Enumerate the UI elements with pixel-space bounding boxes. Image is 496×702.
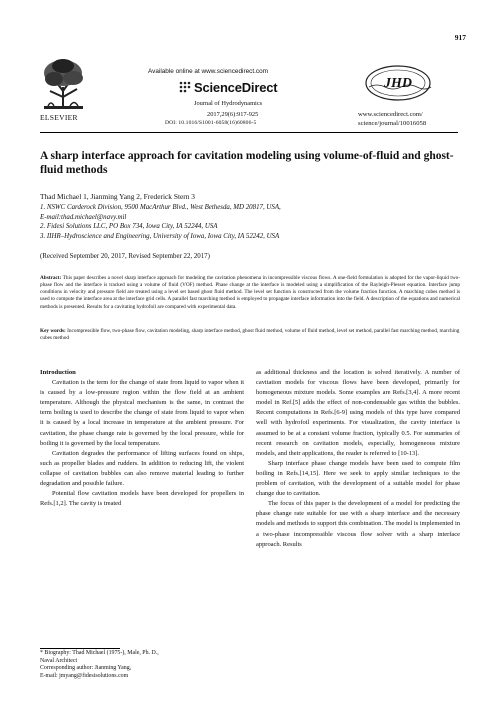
affiliation-2: 2. Fidesi Solutions LLC, PO Box 734, Iowa City, IA 52244, USA: [40, 223, 218, 231]
paragraph: Potential flow cavitation models have been developed for propellers in Refs.[1,2]. The cavity is treated: [40, 490, 244, 508]
footnote: [40, 650, 244, 681]
journal-name: Journal of Hydrodynamics: [194, 100, 263, 107]
abstract-label: Abstract:: [40, 275, 62, 281]
header-divider: [40, 132, 458, 133]
footnote-line: E-mail: jmyang@fidesisolutions.com: [40, 673, 129, 680]
keywords: [40, 328, 460, 342]
affiliation-3: 3. IIHR–Hydroscience and Engineering, University of Iowa, Iowa City, IA 52242, USA: [40, 233, 280, 241]
available-online-text: Available online at www.sciencedirect.com: [148, 68, 268, 75]
paragraph: Sharp interface phase change models have been used to compute film boiling in Refs.[14,15]. Here we seek to apply similar techniques to the problem of cavitation, with the development of a suitable model for phase change due to cavitation.: [256, 459, 460, 498]
paragraph: as additional thickness and the location is solved iteratively. A number of cavitation models for viscous flows have been developed, primarily for homogeneous mixture models. Some examples are Refs.[3,4]. A more recent model in Ref.[5] adds the effect of non-condensable gas within the bubbles. Recent computations in Refs.[6-9] using models of this type have compared well with hydrofoil experiments. For visualization, the cavity interface is assumed to be at a constant volume fraction, typically 0.5. For summaries of recent research on cavitation models, especially, homogeneous mixture models, and their applications, the reader is referred to [10-13].: [256, 369, 460, 457]
elsevier-tree-logo: [40, 57, 87, 112]
footnote-line: * Biography: Thad Michael (1975-), Male, Ph. D.,: [40, 650, 159, 656]
doi: DOI: 10.1016/S1001-6058(16)60806-5: [165, 120, 257, 126]
affiliation-1-email: E-mail:thad.michael@navy.mil: [40, 213, 127, 221]
abstract-text: This paper describes a novel sharp interface approach for modeling the cavitation phenomena in incompressible viscous flows. A one-field formulation is adopted for the vapor-liquid two-phase flow and the interface is tracked using a volume of fluid (VOF) method. Phase change at the interface is modeled using a simplification of the Rayleigh-Plesset equation. Interface jump conditions in velocity and pressure field are treated using a level set based ghost fluid method. The level set function is constructed from the volume fraction function. A marching cubes method is used to compute the interface area at the interface grid cells. A parallel fast marching method is employed to propagate interface information into the field. A description of the equations and numerical methods is presented. Results for a cavitating hydrofoil are compared with experimental data.: [40, 275, 460, 310]
journal-url-line-2: science/journal/10016058: [358, 119, 427, 127]
paragraph: Cavitation degrades the performance of lifting surfaces found on ships, such as propeller blades and rudders. In addition to reducing lift, the violent collapse of cavitation bubbles can also remove material leading to further degradation and possible failure.: [40, 449, 244, 488]
affiliation-1: 1. NSWC Carderock Division, 9500 MacArthur Blvd., West Bethesda, MD 20817, USA,: [40, 204, 281, 211]
keywords-text: Incompressible flow, two-phase flow, cavitation modeling, sharp interface method, ghost fluid method, volume of fluid method, level set method, parallel fast marching method, marching cubes method: [40, 328, 460, 342]
paragraph: The focus of this paper is the development of a model for predicting the phase change rate suitable for use with a sharp interface and the necessary models and methods to support this combination. The model is implemented in a two-phase incompressible viscous flow solver with a sharp interface approach. Results: [256, 500, 460, 548]
paper-title: A sharp interface approach for cavitation modeling using volume-of-fluid and ghost-fluid methods: [40, 150, 454, 176]
received-dates: (Received September 20, 2017, Revised September 22, 2017): [40, 253, 210, 260]
volume-info: 2017,29(6):917-925: [207, 111, 259, 118]
body-column-right: [256, 368, 460, 550]
journal-url-line-1: www.sciencedirect.com/: [358, 111, 423, 118]
affiliations: [40, 203, 460, 242]
section-heading: Introduction: [40, 369, 76, 376]
publisher-name: ELSEVIER: [40, 113, 78, 122]
page-number: 917: [454, 33, 466, 42]
journal-url: [358, 111, 426, 128]
author-list: Thad Michael 1, Jianming Yang 2, Frederick Stern 3: [40, 192, 195, 201]
body-column-left: [40, 368, 244, 509]
jhd-logo-text: JHD: [384, 76, 412, 91]
sciencedirect-logo-icon: [178, 80, 192, 99]
sciencedirect-brand: ScienceDirect: [194, 80, 278, 95]
footnote-divider: [40, 648, 120, 649]
footnote-line: Corresponding author: Jianming Yang,: [40, 665, 132, 672]
footnote-line: Naval Architect: [40, 657, 78, 664]
keywords-label: Key words:: [40, 328, 66, 334]
paragraph: Cavitation is the term for the change of state from liquid to vapor when it is caused by a low-pressure region within the flow field at an ambient temperature. Although the physical mechanism is the same, in contrast the term boiling is used to describe the change of state from liquid to vapor when it is caused by a local increase in temperature at the ambient pressure. For cavitation, the phase change rate is governed by the local pressure, while for boiling it is governed by the local temperature.: [40, 379, 244, 447]
abstract: [40, 275, 460, 311]
jhd-journal-logo: [363, 63, 433, 103]
